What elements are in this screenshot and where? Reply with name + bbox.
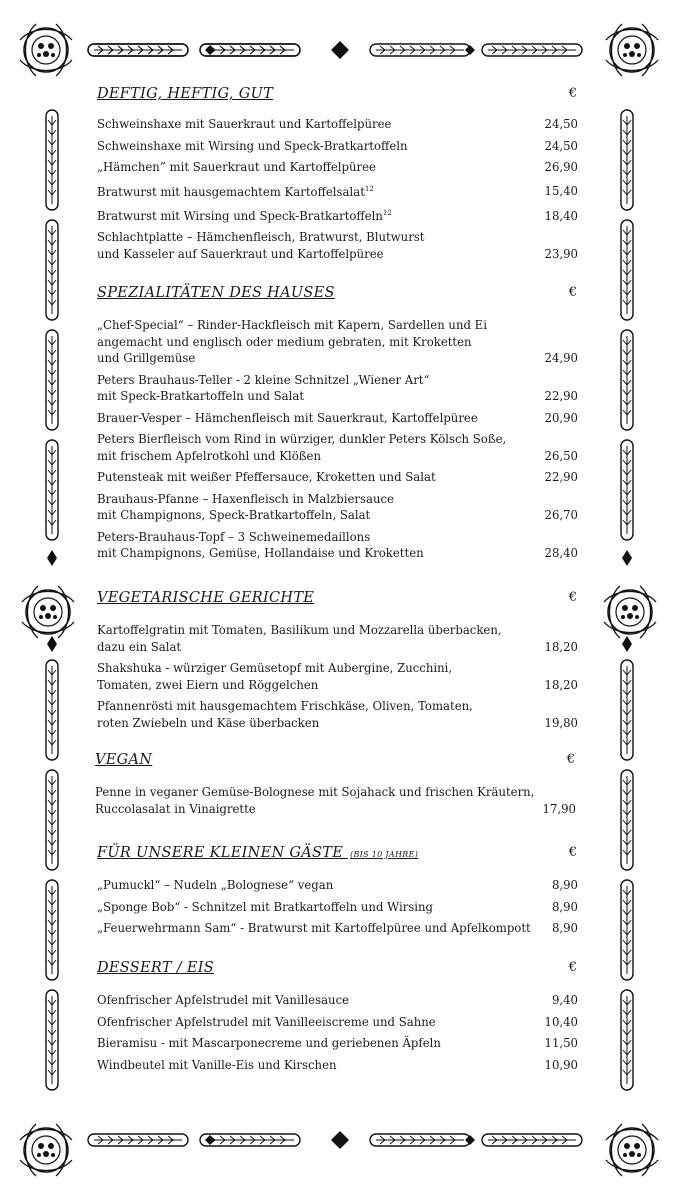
section-title: [97, 845, 418, 861]
currency-symbol: €: [568, 960, 577, 975]
section-header: [97, 960, 587, 982]
section-header: [97, 285, 587, 307]
item-price: 18,20: [544, 639, 578, 654]
item-price: 11,50: [544, 1036, 578, 1050]
menu-item: [97, 229, 587, 262]
currency-symbol: €: [566, 752, 575, 767]
menu-item: [97, 698, 587, 731]
menu-item: [97, 622, 587, 655]
section-title-text: FÜR UNSERE KLEINEN GÄSTE: [97, 845, 344, 861]
menu-section-vegetarisch: [97, 590, 587, 736]
section-title: VEGAN: [95, 752, 153, 768]
item-name: „Feuerwehrmann Sam“ - Bratwurst mit Kartoffelpüree und Apfelkompott: [97, 921, 531, 935]
item-price: 8,90: [551, 921, 578, 935]
item-name: Schlachtplatte – Hämchenfleisch, Bratwurst, Blutwurst und Kasseler auf Sauerkraut und Kartoffelpüree: [97, 230, 425, 261]
item-price: 24,50: [544, 117, 578, 131]
item-name: Bratwurst mit hausgemachtem Kartoffelsalat: [97, 184, 365, 199]
currency-symbol: €: [568, 845, 577, 860]
menu-item: [97, 491, 587, 524]
section-title: DESSERT / EIS: [97, 960, 214, 976]
item-name: Brauer-Vesper – Hämchenfleisch mit Sauerkraut, Kartoffelpüree: [97, 410, 478, 425]
section-subtitle: (BIS 10 JAHRE): [350, 850, 419, 859]
item-price: 20,90: [544, 410, 578, 425]
item-name: Schweinshaxe mit Sauerkraut und Kartoffelpüree: [97, 117, 392, 131]
item-price: 26,50: [544, 448, 578, 463]
allergen-superscript: 12: [382, 208, 392, 217]
menu-section-spezialitaeten: [97, 285, 587, 567]
item-name: Putensteak mit weißer Pfeffersauce, Kroketten und Salat: [97, 470, 436, 484]
section-header: [97, 590, 587, 612]
item-price: 24,90: [544, 351, 578, 365]
item-name: Kartoffelgratin mit Tomaten, Basilikum und Mozzarella überbacken, dazu ein Salat: [97, 623, 502, 654]
rosette-middle-right: [604, 586, 656, 638]
item-name: „Chef-Special“ – Rinder-Hackfleisch mit Kapern, Sardellen und Ei angemacht und englisch oder medium gebraten, mit Kroketten und Grillgemüse: [97, 318, 487, 365]
section-title: SPEZIALITÄTEN DES HAUSES: [97, 285, 335, 301]
item-name: Pfannenrösti mit hausgemachtem Frischkäse, Oliven, Tomaten, roten Zwiebeln und Käse überbacken: [97, 699, 473, 730]
item-price: 10,40: [544, 1014, 578, 1029]
item-name: Ofenfrischer Apfelstrudel mit Vanilleeiscreme und Sahne: [97, 1014, 436, 1029]
item-name: „Hämchen” mit Sauerkraut und Kartoffelpüree: [97, 160, 376, 174]
item-name: Shakshuka - würziger Gemüsetopf mit Aubergine, Zucchini, Tomaten, zwei Eiern und Röggelchen: [97, 661, 453, 692]
rosette-top-left: [20, 24, 72, 76]
section-title: VEGETARISCHE GERICHTE: [97, 590, 315, 606]
menu-section-vegan: [95, 752, 585, 822]
menu-item: [97, 317, 587, 367]
item-price: 22,90: [544, 470, 578, 484]
item-price: 15,40: [544, 184, 578, 199]
item-price: 8,90: [551, 878, 578, 892]
menu-item: [97, 992, 587, 1009]
menu-item: [97, 1014, 587, 1031]
menu-item: [97, 372, 587, 405]
rosette-middle-left: [22, 586, 74, 638]
rosette-top-right: [606, 24, 658, 76]
menu-item: [97, 877, 587, 894]
section-header: [97, 86, 587, 108]
currency-symbol: €: [568, 285, 577, 300]
item-name: Bieramisu - mit Mascarponecreme und geriebenen Äpfeln: [97, 1036, 441, 1050]
menu-section-deftig: [97, 86, 587, 267]
menu-item: [97, 181, 587, 200]
menu-item: [97, 469, 587, 486]
section-header: [97, 845, 587, 867]
currency-symbol: €: [568, 86, 577, 101]
menu-item: [97, 920, 587, 937]
rosette-bottom-right: [606, 1124, 658, 1176]
item-price: 26,90: [544, 160, 578, 174]
item-name: Schweinshaxe mit Wirsing und Speck-Bratkartoffeln: [97, 138, 408, 153]
menu-item: [97, 529, 587, 562]
item-price: 24,50: [544, 138, 578, 153]
menu-item: [97, 138, 587, 155]
menu-section-kinder: [97, 845, 587, 942]
item-price: 23,90: [544, 246, 578, 261]
item-name: Peters Brauhaus-Teller - 2 kleine Schnitzel „Wiener Art“ mit Speck-Bratkartoffeln und Salat: [97, 372, 430, 403]
menu-section-dessert: [97, 960, 587, 1078]
item-price: 9,40: [551, 993, 578, 1007]
item-name: Peters-Brauhaus-Topf – 3 Schweinemedaillons mit Champignons, Gemüse, Hollandaise und Kroketten: [97, 529, 424, 560]
menu-item: [97, 1057, 587, 1074]
item-price: 10,90: [544, 1057, 578, 1072]
item-name: Ofenfrischer Apfelstrudel mit Vanillesauce: [97, 993, 350, 1007]
item-name: „Sponge Bob“ - Schnitzel mit Bratkartoffeln und Wirsing: [97, 899, 434, 914]
item-price: 18,20: [544, 677, 578, 692]
item-name: Peters Bierfleisch vom Rind in würziger, dunkler Peters Kölsch Soße, mit frischem Apfelrotkohl und Klößen: [97, 432, 507, 463]
menu-item: [97, 1035, 587, 1052]
allergen-superscript: 12: [364, 184, 374, 193]
currency-symbol: €: [568, 590, 577, 605]
item-name: Penne in veganer Gemüse-Bolognese mit Sojahack und frischen Kräutern, Ruccolasalat in Vinaigrette: [95, 785, 535, 816]
item-name: „Pumuckl“ – Nudeln „Bolognese“ vegan: [97, 878, 334, 892]
section-header: [95, 752, 585, 774]
item-name: Windbeutel mit Vanille-Eis und Kirschen: [97, 1057, 337, 1072]
item-price: 26,70: [544, 508, 578, 522]
menu-item: [95, 784, 585, 817]
item-price: 8,90: [551, 899, 578, 914]
menu-item: [97, 410, 587, 427]
item-price: 22,90: [544, 389, 578, 403]
item-name: Brauhaus-Pfanne – Haxenfleisch in Malzbiersauce mit Champignons, Speck-Bratkartoffeln, Salat: [97, 491, 394, 522]
item-price: 19,80: [544, 715, 578, 730]
menu-item: [97, 159, 587, 176]
item-price: 17,90: [542, 801, 576, 816]
item-price: 28,40: [544, 546, 578, 560]
menu-item: [97, 660, 587, 693]
item-price: 18,40: [544, 208, 578, 223]
menu-item: [97, 431, 587, 464]
section-title: DEFTIG, HEFTIG, GUT: [97, 86, 274, 102]
menu-item: [97, 205, 587, 224]
rosette-bottom-left: [20, 1124, 72, 1176]
menu-item: [97, 899, 587, 916]
item-name: Bratwurst mit Wirsing und Speck-Bratkartoffeln: [97, 208, 383, 223]
menu-item: [97, 116, 587, 133]
